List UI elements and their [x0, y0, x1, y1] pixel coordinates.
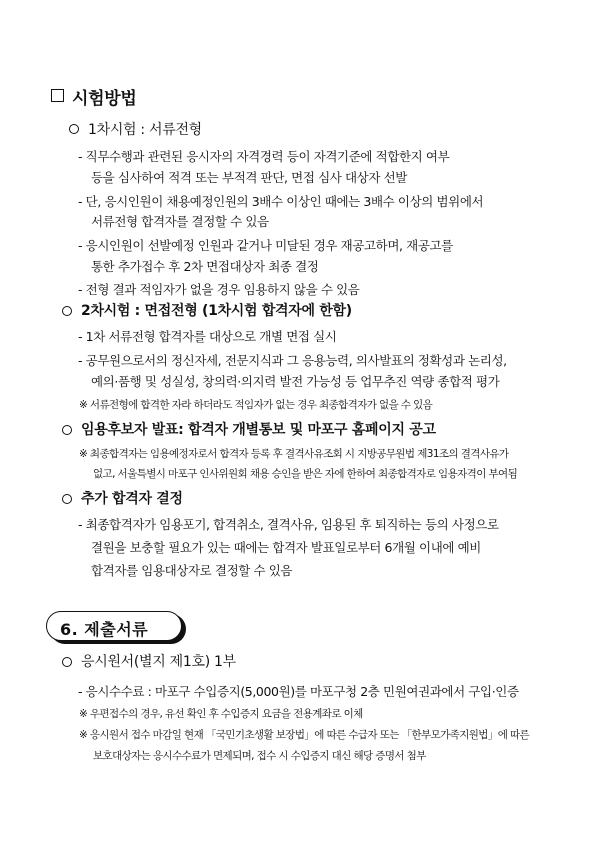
additional-heading: 추가 합격자 결정: [81, 491, 183, 507]
note-text: ※ 최종합격자는 임용예정자로서 합격자 등록 후 결격사유조회 시 지방공무원법 제31조의 결격사유가: [79, 448, 509, 460]
circle-bullet-icon: [62, 425, 72, 435]
note-text: ※ 우편접수의 경우, 유선 확인 후 수입증지 요금을 전용계좌로 이체: [79, 708, 363, 720]
checkbox-square-icon: [51, 89, 64, 102]
list-item: - 공무원으로서의 정신자세, 전문지식과 그 응용능력, 의사발표의 정확성과 논리성,: [78, 353, 507, 368]
circle-bullet-icon: [69, 124, 79, 134]
fee-line: - 응시수수료 : 마포구 수입증지(5,000원)를 마포구청 2층 민원여권과에서 구입·인증: [78, 684, 519, 699]
list-item-cont: 예의·품행 및 성실성, 창의력·의지력 발전 가능성 등 업무추진 역량 종합적 평가: [91, 374, 500, 389]
note-text-cont: 없고, 서울특별시 마포구 인사위원회 채용 승인을 받은 자에 한하여 최종합격자로 임용자격이 부여됨: [93, 468, 518, 480]
list-item: - 직무수행과 관련된 응시자의 자격경력 등이 자격기준에 적합한지 여부: [78, 149, 450, 164]
list-item-cont: 등을 심사하여 적격 또는 부적격 판단, 면접 심사 대상자 선발: [91, 170, 407, 185]
circle-bullet-icon: [62, 306, 72, 316]
list-item-cont: 서류전형 합격자를 결정할 수 있음: [91, 214, 269, 229]
section-title: 시험방법: [72, 89, 137, 109]
application-heading: 응시원서(별지 제1호) 1부: [81, 654, 236, 670]
note-text: ※ 서류전형에 합격한 자라 하더라도 적임자가 없는 경우 최종합격자가 없을 수 있음: [79, 399, 433, 411]
list-item-cont: 합격자를 임용대상자로 결정할 수 있음: [91, 563, 293, 578]
list-item-cont: 결원을 보충할 필요가 있는 때에는 합격자 발표일로부터 6개월 이내에 예비: [91, 540, 481, 555]
note-text: ※ 응시원서 접수 마감일 현재 「국민기초생활 보장법」에 따른 수급자 또는 「한부모가족지원법」에 따른: [79, 729, 530, 741]
circle-bullet-icon: [62, 657, 72, 667]
list-item: - 1차 서류전형 합격자를 대상으로 개별 면접 실시: [78, 329, 337, 344]
announcement-heading: 임용후보자 발표: 합격자 개별통보 및 마포구 홈페이지 공고: [81, 422, 436, 438]
list-item: - 단, 응시인원이 채용예정인원의 3배수 이상인 때에는 3배수 이상의 범위에서: [78, 194, 484, 209]
section-6-title-pill: [46, 611, 182, 641]
list-item: - 최종합격자가 임용포기, 합격취소, 결격사유, 임용된 후 퇴직하는 등의 사정으로: [78, 517, 499, 532]
section-6-title: 6. 제출서류: [60, 620, 149, 639]
second-exam-heading: 2차시험 : 면접전형 (1차시험 합격자에 한함): [81, 303, 352, 319]
list-item: - 전형 결과 적임자가 없을 경우 임용하지 않을 수 있음: [78, 282, 360, 297]
circle-bullet-icon: [62, 494, 72, 504]
list-item: - 응시인원이 선발예정 인원과 같거나 미달된 경우 재공고하며, 재공고를: [78, 238, 453, 253]
first-exam-heading: 1차시험 : 서류전형: [88, 122, 202, 138]
list-item-cont: 통한 추가접수 후 2차 면접대상자 최종 결정: [91, 259, 319, 274]
note-text-cont: 보호대상자는 응시수수료가 면제되며, 접수 시 수입증지 대신 해당 증명서 첨부: [93, 750, 426, 762]
